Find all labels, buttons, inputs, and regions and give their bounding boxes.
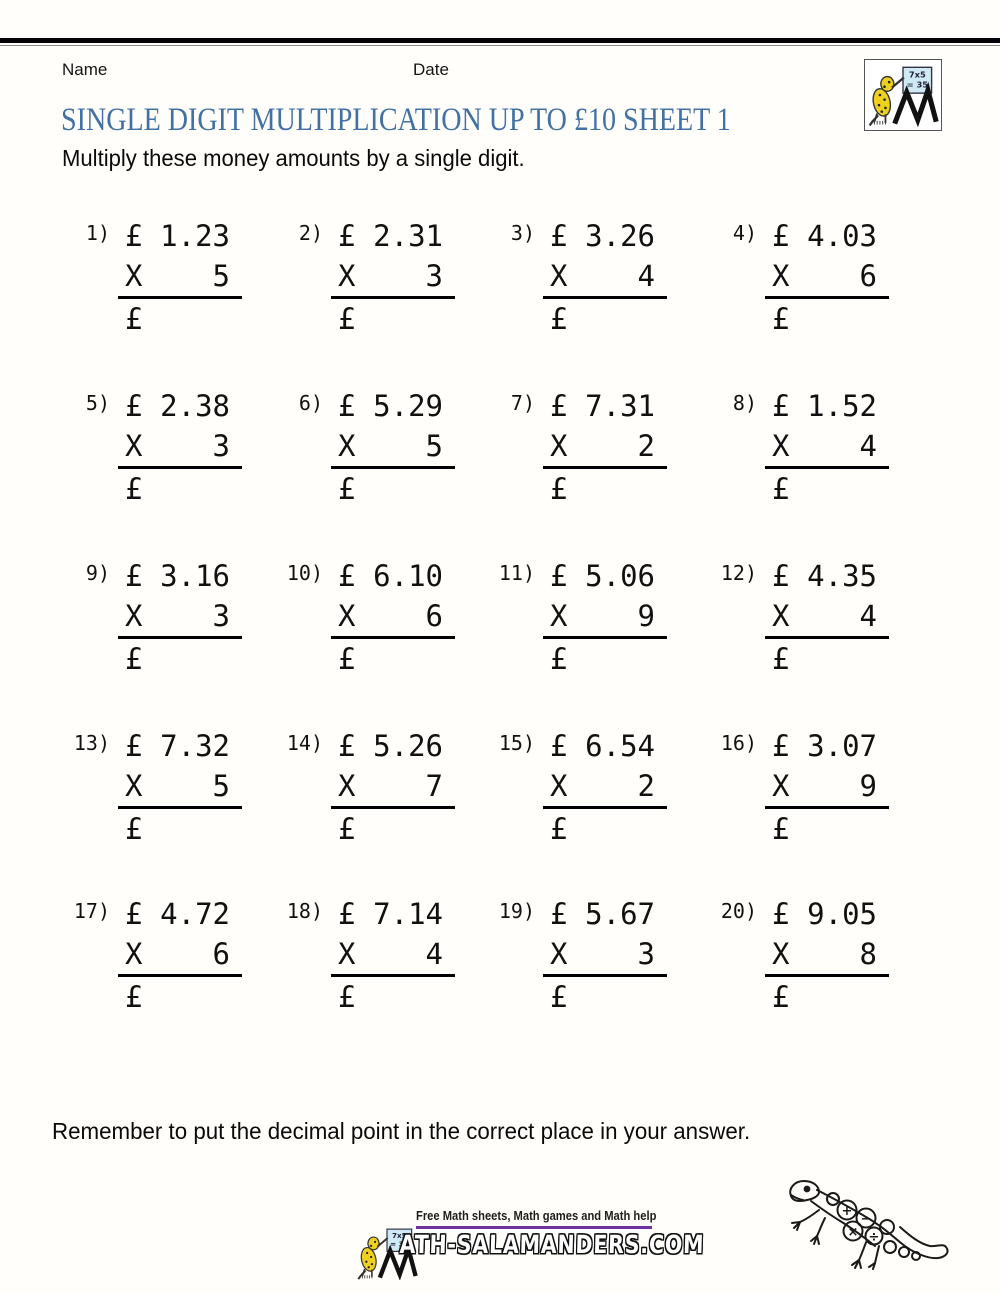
problem [40,216,252,368]
multiply-sign: X [125,937,143,971]
plus-symbol: + [841,1204,853,1219]
problem [40,386,252,538]
amount-value: 5.06 [585,559,655,593]
amount-value: 2.31 [373,219,443,253]
multiplicand-line [550,556,655,596]
multiplicand-line [338,216,443,256]
multiplier-line [772,766,877,806]
problem [253,386,465,538]
multiply-sign: X [550,429,568,463]
amount-value: 2.38 [160,389,230,423]
problem-number: 20) [720,899,757,923]
multiplicand-line [772,894,877,934]
multiplier-value: 4 [859,429,877,463]
multiplier-line [550,596,655,636]
answer-pound-sign: £ [550,642,568,676]
pound-sign: £ [772,559,790,593]
answer-pound-sign: £ [772,472,790,506]
multiplicand-line [550,216,655,256]
multiplier-line [550,934,655,974]
answer-pound-sign: £ [772,302,790,336]
multiplier-value: 3 [212,599,230,633]
multiplicand-line [550,386,655,426]
multiply-sign: X [772,937,790,971]
pound-sign: £ [772,219,790,253]
amount-value: 6.10 [373,559,443,593]
amount-value: 3.16 [160,559,230,593]
problem-number: 13) [73,731,110,755]
answer-pound-sign: £ [338,812,356,846]
answer-pound-sign: £ [550,472,568,506]
multiplier-value: 8 [859,937,877,971]
multiplier-value: 7 [425,769,443,803]
multiply-sign: X [338,937,356,971]
problem [687,726,899,878]
multiplicand-line [125,556,230,596]
problem-number: 2) [298,221,323,245]
multiplier-line [550,426,655,466]
multiply-sign: X [550,769,568,803]
multiplicand-line [772,216,877,256]
multiplier-line [125,766,230,806]
multiplicand-line [125,726,230,766]
amount-value: 7.14 [373,897,443,931]
multiplicand-line [338,726,443,766]
multiplier-line [338,934,443,974]
multiply-sign: X [772,259,790,293]
multiplier-value: 4 [637,259,655,293]
multiply-sign: X [125,429,143,463]
answer-pound-sign: £ [125,302,143,336]
problem [465,386,677,538]
pound-sign: £ [338,897,356,931]
pound-sign: £ [125,559,143,593]
multiplier-value: 4 [425,937,443,971]
problem [687,386,899,538]
minus-symbol: − [860,1212,872,1227]
pound-sign: £ [125,389,143,423]
amount-value: 3.26 [585,219,655,253]
pound-sign: £ [338,219,356,253]
problem [687,216,899,368]
multiplier-value: 6 [859,259,877,293]
multiply-sign: X [338,429,356,463]
problem-number: 14) [286,731,323,755]
answer-pound-sign: £ [550,302,568,336]
problem [687,894,899,1046]
pound-sign: £ [125,897,143,931]
multiplier-value: 9 [859,769,877,803]
pound-sign: £ [338,559,356,593]
multiplier-line [338,426,443,466]
multiplicand-line [125,216,230,256]
multiplier-line [772,426,877,466]
problem-number: 18) [286,899,323,923]
amount-value: 3.07 [807,729,877,763]
pound-sign: £ [338,389,356,423]
multiplicand-line [550,894,655,934]
problem [253,894,465,1046]
problem-number: 16) [720,731,757,755]
divide-symbol: ÷ [868,1230,880,1245]
problem-number: 4) [732,221,757,245]
multiplier-value: 2 [637,429,655,463]
answer-pound-sign: £ [338,472,356,506]
top-divider [0,38,1000,46]
amount-value: 4.35 [807,559,877,593]
problem [40,894,252,1046]
answer-pound-sign: £ [772,642,790,676]
multiplier-value: 3 [637,937,655,971]
reminder-text: Remember to put the decimal point in the correct place in your answer. [52,1118,751,1144]
amount-value: 5.26 [373,729,443,763]
footer-tagline: Free Math sheets, Math games and Math help [416,1208,657,1223]
problem-number: 12) [720,561,757,585]
worksheet-title: SINGLE DIGIT MULTIPLICATION UP TO £10 SHEET 1 [61,102,731,138]
amount-value: 6.54 [585,729,655,763]
problem-number: 11) [498,561,535,585]
date-label: Date [413,60,449,79]
amount-value: 4.72 [160,897,230,931]
multiplier-line [125,256,230,296]
multiplier-value: 4 [859,599,877,633]
name-label: Name [62,60,108,79]
answer-pound-sign: £ [125,472,143,506]
problem [465,726,677,878]
multiplicand-line [772,556,877,596]
answer-pound-sign: £ [125,980,143,1014]
multiplier-line [338,256,443,296]
amount-value: 4.03 [807,219,877,253]
problem-number: 19) [498,899,535,923]
times-symbol: × [847,1225,859,1240]
problem-number: 9) [85,561,110,585]
amount-value: 5.67 [585,897,655,931]
multiplier-line [338,766,443,806]
multiplicand-line [338,556,443,596]
amount-value: 5.29 [373,389,443,423]
multiplier-value: 5 [212,769,230,803]
pound-sign: £ [550,729,568,763]
multiplicand-line [125,386,230,426]
footer-wordmark: ATH-SALAMANDERS.COM [399,1230,705,1259]
amount-value: 1.23 [160,219,230,253]
problem [465,216,677,368]
answer-pound-sign: £ [338,302,356,336]
multiplier-value: 3 [425,259,443,293]
problem [687,556,899,708]
answer-pound-sign: £ [772,980,790,1014]
pound-sign: £ [125,219,143,253]
footer-logo [356,1208,772,1280]
problem-number: 5) [85,391,110,415]
answer-pound-sign: £ [338,980,356,1014]
multiply-sign: X [125,599,143,633]
pound-sign: £ [550,219,568,253]
answer-pound-sign: £ [125,812,143,846]
multiplicand-line [772,386,877,426]
answer-pound-sign: £ [550,980,568,1014]
multiply-sign: X [125,769,143,803]
multiplier-value: 6 [425,599,443,633]
problem [465,894,677,1046]
problem [40,556,252,708]
pound-sign: £ [772,897,790,931]
multiplicand-line [772,726,877,766]
multiplier-line [550,766,655,806]
amount-value: 1.52 [807,389,877,423]
multiplier-value: 9 [637,599,655,633]
lizard-icon [783,1166,955,1270]
multiplier-value: 6 [212,937,230,971]
answer-pound-sign: £ [550,812,568,846]
pound-sign: £ [338,729,356,763]
pound-sign: £ [550,559,568,593]
multiplier-line [772,256,877,296]
amount-value: 7.31 [585,389,655,423]
multiply-sign: X [772,769,790,803]
multiply-sign: X [772,599,790,633]
multiplier-line [772,934,877,974]
multiplier-line [338,596,443,636]
answer-pound-sign: £ [772,812,790,846]
problem [253,726,465,878]
multiply-sign: X [338,769,356,803]
problem-number: 10) [286,561,323,585]
answer-pound-sign: £ [125,642,143,676]
multiplier-line [550,256,655,296]
pound-sign: £ [772,729,790,763]
multiply-sign: X [125,259,143,293]
problem-number: 15) [498,731,535,755]
multiplicand-line [338,894,443,934]
multiply-sign: X [338,259,356,293]
problem [40,726,252,878]
problem-number: 7) [510,391,535,415]
pound-sign: £ [550,897,568,931]
multiplicand-line [550,726,655,766]
problem-number: 1) [85,221,110,245]
multiply-sign: X [550,937,568,971]
multiplier-value: 5 [425,429,443,463]
problem-number: 3) [510,221,535,245]
problem [465,556,677,708]
multiplicand-line [125,894,230,934]
amount-value: 9.05 [807,897,877,931]
amount-value: 7.32 [160,729,230,763]
multiply-sign: X [338,599,356,633]
multiplier-value: 2 [637,769,655,803]
problem-number: 6) [298,391,323,415]
multiplier-value: 5 [212,259,230,293]
multiplier-line [772,596,877,636]
multiplier-line [125,934,230,974]
answer-pound-sign: £ [338,642,356,676]
problem-number: 17) [73,899,110,923]
problem-number: 8) [732,391,757,415]
problem [253,556,465,708]
salamander-chalkboard-logo-icon [864,59,942,131]
pound-sign: £ [125,729,143,763]
worksheet-subtitle: Multiply these money amounts by a single digit. [62,145,525,171]
multiply-sign: X [772,429,790,463]
multiplicand-line [338,386,443,426]
multiplier-line [125,596,230,636]
footer-purple-rule [416,1226,652,1229]
problem [253,216,465,368]
pound-sign: £ [772,389,790,423]
multiplier-value: 3 [212,429,230,463]
multiply-sign: X [550,599,568,633]
multiply-sign: X [550,259,568,293]
multiplier-line [125,426,230,466]
pound-sign: £ [550,389,568,423]
